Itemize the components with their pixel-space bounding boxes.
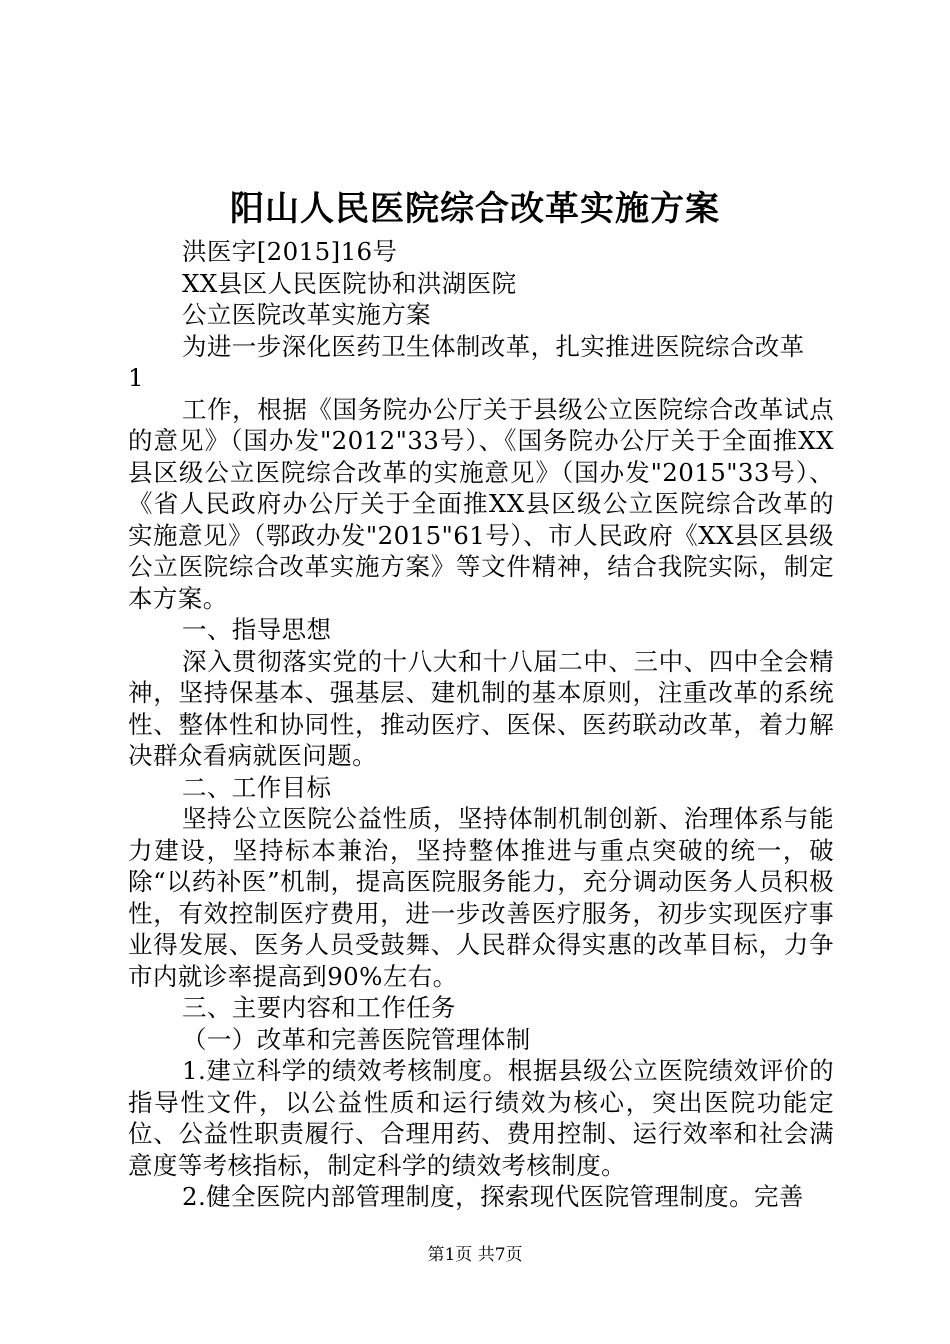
intro-paragraph: 工作，根据《国务院办公厅关于县级公立医院综合改革试点的意见》（国办发"2012"33号）、《国务院办公厅关于全面推XX县区级公立医院综合改革的实施意见》（国办发"2015"33号）、《省人民政府办公厅关于全面推XX县区级公立医院综合改革的实施意见》（鄂政办发"2015"61号）、市人民政府《XX县区县级公立医院综合改革实施方案》等文件精神，结合我院实际，制定本方案。 [128, 394, 834, 613]
document-title: 阳山人民医院综合改革实施方案 [230, 189, 720, 229]
subtitle-line: 公立医院改革实施方案 [182, 300, 431, 329]
stray-page-number: 1 [128, 363, 144, 392]
section-3-heading: 三、主要内容和工作任务 [182, 993, 456, 1022]
document-body [128, 236, 834, 1213]
page-footer: 第1页 共7页 [427, 1245, 523, 1265]
section-2-heading: 二、工作目标 [182, 772, 332, 802]
issuer-line: XX县区人民医院协和洪湖医院 [182, 268, 517, 298]
item-1-paragraph: 1.建立科学的绩效考核制度。根据县级公立医院绩效评价的指导性文件，以公益性质和运行绩效为核心，突出医院功能定位、公益性职责履行、合理用药、费用控制、运行效率和社会满意度等考核指标，制定科学的绩效考核制度。 [128, 1056, 834, 1180]
intro-first-line: 为进一步深化医药卫生体制改革，扎实推进医院综合改革 [182, 331, 805, 361]
subsection-1-heading: （一）改革和完善医院管理体制 [182, 1024, 531, 1054]
section-1-heading: 一、指导思想 [182, 615, 332, 644]
section-1-paragraph: 深入贯彻落实党的十八大和十八届二中、三中、四中全会精神，坚持保基本、强基层、建机制的基本原则，注重改革的系统性、整体性和协同性，推动医疗、医保、医药联动改革，着力解决群众看病就医问题。 [128, 646, 834, 770]
section-2-paragraph: 坚持公立医院公益性质，坚持体制机制创新、治理体系与能力建设，坚持标本兼治，坚持整体推进与重点突破的统一，破除“以药补医”机制，提高医院服务能力，充分调动医务人员积极性，有效控制医疗费用，进一步改善医疗服务，初步实现医疗事业得发展、医务人员受鼓舞、人民群众得实惠的改革目标，力争市内就诊率提高到90%左右。 [128, 804, 834, 991]
item-2-paragraph: 2.健全医院内部管理制度，探索现代医院管理制度。完善 [182, 1182, 804, 1211]
document-number: 洪医字[2015]16号 [182, 237, 398, 266]
